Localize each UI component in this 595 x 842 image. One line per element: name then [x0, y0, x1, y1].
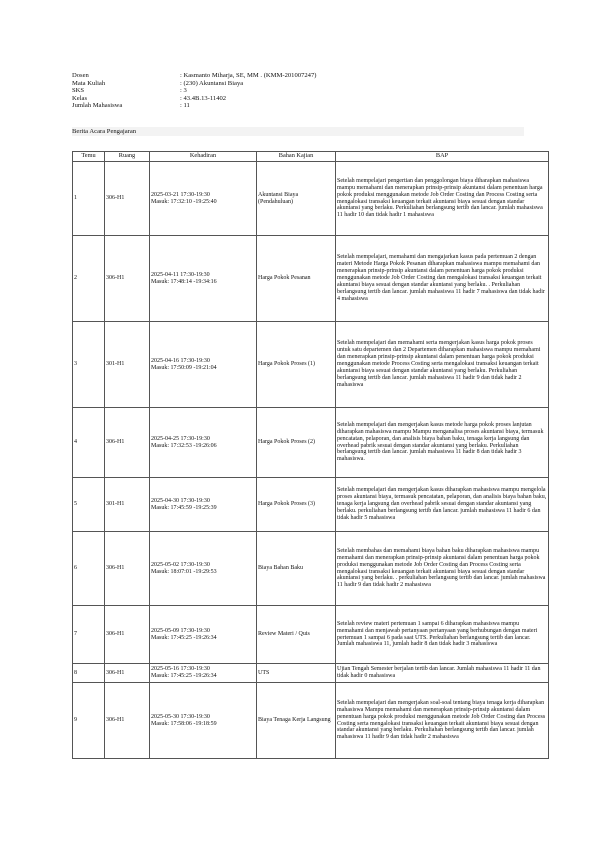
table-header-row [73, 152, 549, 162]
kehadiran-schedule: 2025-05-02 17:30-19:30 [151, 561, 210, 568]
cell-bap [336, 532, 549, 606]
bap-value: Setelah mempelajari dan memahami serta mengerjakan kasus harga pokok proses untuk satu departemen dan 2 Departemen diharapkan mahasiswa mampu memahami dan menerapkan prinsip-prinsip akuntansi dalam penentuan harga pokok produksi menggunakan metode Process Costing serta mengalokasi transaksi keuangan terkait akuntansi biaya sesuai dengan standar akuntansi yang berlaku. Perkuliahan berlangsung tertib dan lancar. jumlah mahasiswa 11 hadir 9 dan tidak hadir 2 mahasiswa [337, 340, 541, 388]
cell-bap [336, 162, 549, 236]
cell-temu [73, 236, 105, 322]
info-value: : 43.4B.13-11402 [180, 94, 227, 102]
temu-value: 6 [74, 565, 77, 572]
course-info [72, 72, 316, 110]
table-row [73, 478, 549, 532]
cell-kehadiran [150, 532, 257, 606]
cell-bahan-kajian [257, 683, 336, 759]
table-row [73, 683, 549, 759]
bap-value: Setelah review materi pertemuan 1 sampai 6 diharapkan mahasiswa mampu memahami dan menjawab pertanyaan pertanyaan yang berhubungan dengan materi pertemuan 1 sampai 6 pada saat UTS. Perkuliahan berlangsung tertib dan lancar. Jumlah mahasiswa 11, jumlah hadir 8 dan tidak hadir 3 mahasiswa [337, 620, 538, 648]
info-row-dosen [72, 72, 316, 80]
bahan-kajian-value: Harga Pokok Pesanan [258, 275, 311, 282]
bap-value: Setelah mempelajari pengertian dan penggolongan biaya diharapkan mahasiswa mampu memahami dan menerapkan prinsip-prinsip akuntansi dalam penentuan harga pokok produksi menggunakan metode Job Order Costing dan Process Costing serta mengalokasi transaksi keuangan terkait akuntansi biaya sesuai dengan standar akuntansi yang berlaku. Perkuliahan berlangsung tertib dan lancar. jumlah mahasiswa 11 hadir 10 dan tidak hadir 1 mahasiswa [337, 177, 543, 219]
cell-ruang [105, 606, 150, 664]
cell-bahan-kajian [257, 478, 336, 532]
bap-value: Setelah mempelajari dan mengerjakan kasus metode harga pokok proses lanjutan diharapkan mahasiswa mampu Mampu menganalisa proses akuntansi biaya, termasuk pencatatan, pelaporan, dan analisis biaya bahan baku, tenaga kerja langsung dan overhead pabrik sesuai dengan standar akuntansi yang berlaku. Perkuliahan berlangsung tertib dan lancar. jumlah mahasiswa 11 hadir 8 dan tidak hadir 3 mahasiswa. [337, 421, 544, 463]
temu-value: 8 [74, 669, 77, 676]
cell-kehadiran [150, 683, 257, 759]
cell-bahan-kajian [257, 664, 336, 683]
temu-value: 7 [74, 631, 77, 638]
cell-ruang [105, 162, 150, 236]
table-row [73, 322, 549, 408]
column-header-bap: BAP [336, 152, 549, 162]
info-row-kelas [72, 95, 316, 103]
column-header-bahan-kajian: Bahan Kajian [257, 152, 336, 162]
cell-bap [336, 606, 549, 664]
ruang-value: 306-H1 [106, 275, 125, 282]
temu-value: 1 [74, 195, 77, 202]
bahan-kajian-value: Harga Pokok Proses (3) [258, 501, 316, 508]
kehadiran-masuk: Masuk: 17:45:25 -19:26:34 [151, 634, 217, 641]
temu-value: 5 [74, 501, 77, 508]
section-title: Berita Acara Pengajaran [72, 127, 524, 136]
kehadiran-schedule: 2025-05-16 17:30-19:30 [151, 666, 210, 673]
info-label: Mata Kuliah [72, 79, 106, 87]
info-row-mata-kuliah [72, 80, 316, 88]
bahan-kajian-value: Harga Pokok Proses (1) [258, 361, 316, 368]
temu-value: 4 [74, 439, 77, 446]
ruang-value: 301-H1 [106, 361, 125, 368]
cell-bahan-kajian [257, 408, 336, 478]
cell-ruang [105, 532, 150, 606]
cell-bahan-kajian [257, 236, 336, 322]
column-header-ruang: Ruang [105, 152, 150, 162]
cell-kehadiran [150, 236, 257, 322]
table-row [73, 236, 549, 322]
bahan-kajian-value: Akuntansi Biaya (Pendahuluan) [258, 191, 299, 205]
cell-temu [73, 478, 105, 532]
cell-temu [73, 664, 105, 683]
ruang-value: 306-H1 [106, 195, 125, 202]
cell-bahan-kajian [257, 322, 336, 408]
kehadiran-masuk: Masuk: 17:45:59 -19:25:39 [151, 504, 217, 511]
kehadiran-schedule: 2025-04-16 17:30-19:30 [151, 357, 210, 364]
bap-value: Ujian Tengah Semester berjalan tertib dan lancar. Jumlah mahasiswa 11 hadir 11 dan tidak hadir 0 mahasiswa [337, 666, 541, 679]
ruang-value: 306-H1 [106, 565, 125, 572]
info-label: Dosen [72, 72, 89, 79]
cell-kehadiran [150, 322, 257, 408]
cell-bap [336, 236, 549, 322]
cell-bap [336, 664, 549, 683]
table-row [73, 606, 549, 664]
ruang-value: 306-H1 [106, 439, 125, 446]
ruang-value: 306-H1 [106, 669, 125, 676]
ruang-value: 306-H1 [106, 631, 125, 638]
bap-value: Setelah mempelajari dan mengerjakan kasus diharapkan mahasiswa mampu mengelola proses akuntansi biaya, termasuk pencatatan, pelaporan, dan analisis biaya bahan baku, tenaga kerja langsung dan overhead pabrik sesuai dengan standar akuntansi yang berlaku. perkuliahan berlangsung tertib dan lancar. jumlah mahasiswa 11 hadir 6 dan tidak hadir 5 mahasiswa [337, 487, 547, 521]
table-body [73, 162, 549, 759]
cell-kehadiran [150, 162, 257, 236]
table-row [73, 664, 549, 683]
info-label: Kelas [72, 94, 88, 102]
cell-temu [73, 322, 105, 408]
cell-ruang [105, 478, 150, 532]
kehadiran-schedule: 2025-05-30 17:30-19:30 [151, 713, 210, 720]
kehadiran-masuk: Masuk: 17:45:25 -19:26:34 [151, 673, 217, 679]
cell-ruang [105, 664, 150, 683]
kehadiran-masuk: Masuk: 18:07:01 -19:29:53 [151, 568, 217, 575]
cell-bap [336, 683, 549, 759]
bahan-kajian-value: Harga Pokok Proses (2) [258, 439, 316, 446]
bahan-kajian-value: Review Materi / Quis [258, 631, 310, 638]
temu-value: 2 [74, 275, 77, 282]
kehadiran-schedule: 2025-05-09 17:30-19:30 [151, 627, 210, 634]
column-header-kehadiran: Kehadiran [150, 152, 257, 162]
cell-ruang [105, 408, 150, 478]
bap-value: Setelah membahas dan memahami biaya bahan baku diharapkan mahasiswa mampu memahami dan menerapkan prinsip-prinsip akuntansi dalam penentuan harga pokok produksi menggunakan metode Job Order Costing dan Process Costing serta mengalokasi transaksi keuangan terkait akuntansi biaya sesuai dengan standar akuntansi yang berlaku. . perkuliahan berlangsung tertib dan lancar. jumlah mahasiswa 11 hadir 9 dan tidak hadir 2 mahasiswa [337, 547, 546, 589]
cell-bahan-kajian [257, 162, 336, 236]
bap-value: Setelah mempelajari dan mengerjakan soal-soal tentang biaya tenaga kerja diharapkan mahasiswa Mampu memahami dan menerapkan prinsip-prinsip akuntansi dalam penentuan harga pokok produksi menggunakan metode Job Order Costing dan Process Costing serta mengalokasi transaksi keuangan terkait akuntansi biaya sesuai dengan standar akuntansi yang berlaku. Perkuliahan berlangsung tertib dan lancar. jumlah mahasiswa 11 hadir 9 dan tidak hadir 2 mahasiswa [337, 699, 546, 741]
cell-kehadiran [150, 478, 257, 532]
bap-value: Setelah mempelajari, memahami dan mengajarkan kasus pada pertemuan 2 dengan materi Metode Harga Pokok Pesanan diharapkan mahasiswa mampu memahami dan menerapkan prinsip-prinsip akuntansi dalam penentuan harga pokok produksi menggunakan metode Job Order Costing dan mengalokasi transaksi keuangan terkait akuntansi biaya sesuai dengan standar akuntansi yang berlaku. . Perkuliahan berlangsung tertib dan lancar. jumlah mahasiswa 11 hadir 7 mahasiswa dan tidak hadir 4 mahasiswa [337, 254, 545, 302]
bap-table [72, 151, 549, 759]
kehadiran-schedule: 2025-03-21 17:30-19:30 [151, 191, 210, 198]
cell-bap [336, 408, 549, 478]
info-row-jumlah-mahasiswa [72, 102, 316, 110]
cell-ruang [105, 683, 150, 759]
kehadiran-masuk: Masuk: 17:50:09 -19:21:04 [151, 364, 217, 371]
cell-bap [336, 478, 549, 532]
ruang-value: 301-H1 [106, 501, 125, 508]
cell-bahan-kajian [257, 532, 336, 606]
cell-kehadiran [150, 606, 257, 664]
kehadiran-masuk: Masuk: 17:32:53 -19:26:06 [151, 442, 217, 449]
column-header-temu: Temu [73, 152, 105, 162]
cell-kehadiran [150, 664, 257, 683]
info-value: : 3 [180, 87, 187, 95]
cell-temu [73, 683, 105, 759]
info-value: : Kasmanto Miharja, SE, MM . (KMM-201007247) [180, 72, 317, 79]
kehadiran-masuk: Masuk: 17:32:10 -19:25:40 [151, 198, 217, 205]
table-row [73, 532, 549, 606]
table-row [73, 408, 549, 478]
bahan-kajian-value: Biaya Bahan Baku [258, 565, 303, 572]
cell-temu [73, 162, 105, 236]
cell-temu [73, 532, 105, 606]
cell-bahan-kajian [257, 606, 336, 664]
cell-temu [73, 408, 105, 478]
ruang-value: 306-H1 [106, 717, 125, 724]
cell-temu [73, 606, 105, 664]
cell-ruang [105, 236, 150, 322]
cell-ruang [105, 322, 150, 408]
bahan-kajian-value: UTS [258, 669, 270, 676]
info-value: : (230) Akuntansi Biaya [180, 79, 244, 87]
kehadiran-schedule: 2025-04-25 17:30-19:30 [151, 435, 210, 442]
kehadiran-masuk: Masuk: 17:48:14 -19:34:16 [151, 278, 217, 285]
info-label: SKS [72, 87, 85, 95]
kehadiran-masuk: Masuk: 17:58:06 -19:18:59 [151, 720, 217, 727]
cell-bap [336, 322, 549, 408]
temu-value: 3 [74, 361, 77, 368]
info-label: Jumlah Mahasiswa [72, 102, 123, 110]
bahan-kajian-value: Biaya Tenaga Kerja Langsung [258, 717, 331, 724]
info-value: : 11 [180, 102, 190, 110]
temu-value: 9 [74, 717, 77, 724]
table-row [73, 162, 549, 236]
info-row-sks [72, 87, 316, 95]
kehadiran-schedule: 2025-04-11 17:30-19:30 [151, 271, 210, 278]
cell-kehadiran [150, 408, 257, 478]
kehadiran-schedule: 2025-04-30 17:30-19:30 [151, 497, 210, 504]
